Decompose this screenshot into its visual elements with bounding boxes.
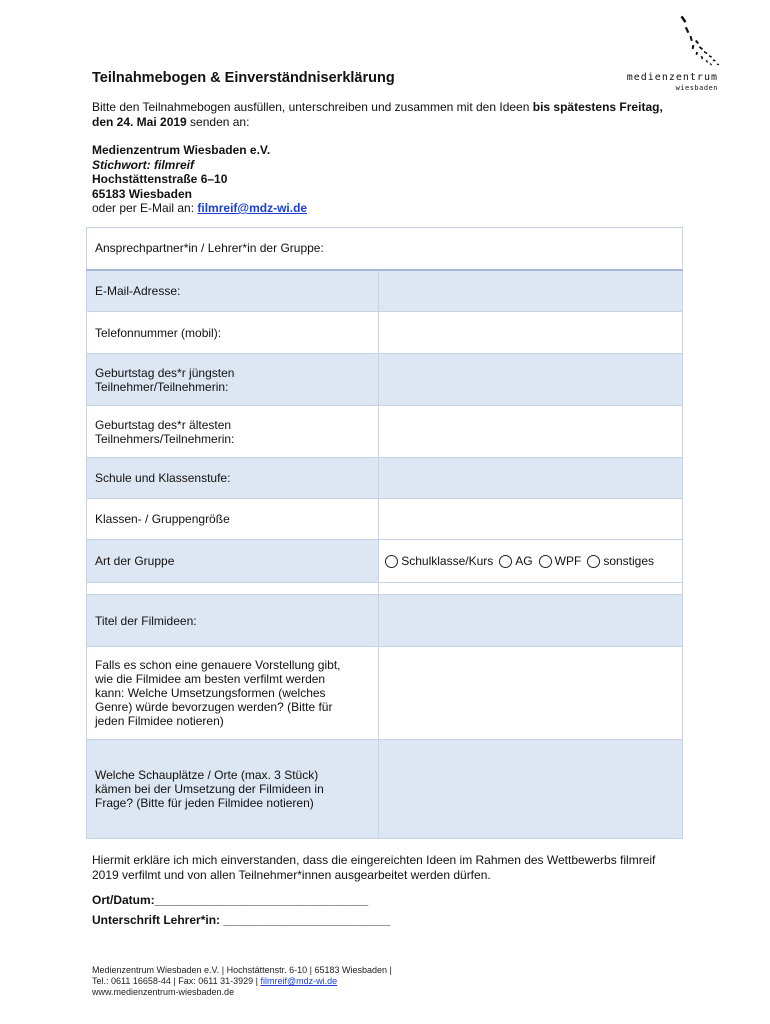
place-date-line[interactable]: Ort/Datum:________________________________ (92, 893, 369, 907)
footer-contact: Tel.: 0611 16658-44 | Fax: 0611 31-3929 | (92, 976, 261, 986)
locations-field[interactable] (379, 740, 683, 839)
locations-label (87, 740, 379, 839)
group-type-options (379, 540, 683, 583)
intro-text-2: senden an: (186, 115, 250, 129)
footer-website[interactable]: www.medienzentrum-wiesbaden.de (92, 987, 235, 997)
school-field[interactable] (379, 458, 683, 499)
logo-city: wiesbaden (675, 84, 718, 92)
form-row-locations (87, 740, 683, 839)
address-street: Hochstättenstraße 6–10 (92, 172, 228, 186)
email-field[interactable] (379, 270, 683, 312)
address-email-prefix: oder per E-Mail an: (92, 201, 198, 215)
concept-line-5: jeden Filmidee notieren) (95, 714, 224, 728)
form-row-contact (87, 228, 683, 270)
concept-line-1: Falls es schon eine genauere Vorstellung gibt, (95, 658, 341, 672)
film-title-label: Titel der Filmideen: (87, 595, 379, 647)
footer (92, 965, 392, 998)
page-title: Teilnahmebogen & Einverständniserklärung (92, 70, 395, 86)
form-row-school (87, 458, 683, 499)
oldest-birthday-label (87, 406, 379, 458)
radio-circle-icon[interactable] (499, 555, 512, 568)
form-row-oldest (87, 406, 683, 458)
radio-circle-icon[interactable] (385, 555, 398, 568)
oldest-birthday-field[interactable] (379, 406, 683, 458)
group-option-ag[interactable] (499, 554, 532, 568)
concept-label (87, 647, 379, 740)
youngest-label-line-1: Geburtstag des*r jüngsten (95, 365, 235, 380)
contact-person-field[interactable] (87, 228, 683, 270)
group-option-label: Schulklasse/Kurs (401, 554, 494, 568)
group-option-label: WPF (554, 554, 582, 568)
group-option-sonstiges[interactable] (587, 554, 654, 568)
youngest-birthday-field[interactable] (379, 354, 683, 406)
group-option-wpf[interactable] (539, 554, 582, 568)
group-option-label: sonstiges (603, 554, 655, 568)
intro-paragraph (92, 100, 672, 130)
locations-line-1: Welche Schauplätze / Orte (max. 3 Stück) (95, 768, 319, 782)
intro-deadline: bis spätestens Freitag, den 24. Mai 2019 (92, 100, 663, 129)
address-keyword: Stichwort: filmreif (92, 157, 195, 172)
signature-line[interactable]: Unterschrift Lehrer*in: _________________________ (92, 913, 391, 927)
email-label: E-Mail-Adresse: (87, 270, 379, 312)
form-row-spacer (87, 583, 683, 595)
form-row-film-title (87, 595, 683, 647)
address-city: 65183 Wiesbaden (92, 186, 192, 201)
address-block (92, 143, 307, 216)
footer-line-1: Medienzentrum Wiesbaden e.V. | Hochstättenstr. 6-10 | 65183 Wiesbaden | (92, 965, 392, 975)
group-option-label: AG (515, 554, 533, 568)
footer-email-link[interactable]: filmreif@mdz-wi.de (260, 976, 338, 986)
oldest-label-line-1: Geburtstag des*r ältesten (95, 417, 232, 432)
logo-name: medienzentrum (626, 72, 718, 83)
concept-field[interactable] (379, 647, 683, 740)
group-option-schulklasse[interactable] (385, 554, 493, 568)
concept-line-2: wie die Filmidee am besten verfilmt werden (95, 672, 326, 686)
phone-field[interactable] (379, 312, 683, 354)
form-row-concept (87, 647, 683, 740)
concept-line-4: Genre) würde bevorzugen werden? (Bitte für (95, 700, 333, 714)
logo-mark-icon (676, 14, 724, 68)
group-type-label: Art der Gruppe (87, 540, 379, 583)
radio-circle-icon[interactable] (587, 555, 600, 568)
logo (574, 14, 724, 92)
intro-text-1: Bitte den Teilnahmebogen ausfüllen, unterschreiben und zusammen mit den Ideen (92, 100, 533, 114)
film-title-field[interactable] (379, 595, 683, 647)
oldest-label-line-2: Teilnehmers/Teilnehmerin: (95, 431, 235, 446)
form-row-group-size (87, 499, 683, 540)
consent-text: Hiermit erkläre ich mich einverstanden, dass die eingereichten Ideen im Rahmen des Wettbewerbs filmreif 2019 verfilmt und von allen Teilnehmer*innen ausgearbeitet werden dürfen. (92, 853, 656, 882)
form-row-email (87, 270, 683, 312)
spacer-cell (379, 583, 683, 595)
phone-label: Telefonnummer (mobil): (87, 312, 379, 354)
radio-circle-icon[interactable] (539, 555, 552, 568)
group-size-label: Klassen- / Gruppengröße (87, 499, 379, 540)
footer-line-2 (92, 976, 392, 987)
address-email-link[interactable]: filmreif@mdz-wi.de (197, 201, 308, 215)
signature-block (92, 890, 390, 930)
address-org: Medienzentrum Wiesbaden e.V. (92, 143, 271, 157)
contact-person-label: Ansprechpartner*in / Lehrer*in der Gruppe: (95, 241, 324, 256)
registration-form (86, 227, 683, 839)
form-row-group-type (87, 540, 683, 583)
locations-line-3: Frage? (Bitte für jeden Filmidee notieren) (95, 796, 314, 810)
form-row-youngest (87, 354, 683, 406)
spacer-cell (87, 583, 379, 595)
form-row-phone (87, 312, 683, 354)
youngest-birthday-label (87, 354, 379, 406)
locations-line-2: kämen bei der Umsetzung der Filmideen in (95, 782, 324, 796)
youngest-label-line-2: Teilnehmer/Teilnehmerin: (95, 379, 229, 394)
group-size-field[interactable] (379, 499, 683, 540)
school-label: Schule und Klassenstufe: (87, 458, 379, 499)
concept-line-3: kann: Welche Umsetzungsformen (welches (95, 686, 326, 700)
